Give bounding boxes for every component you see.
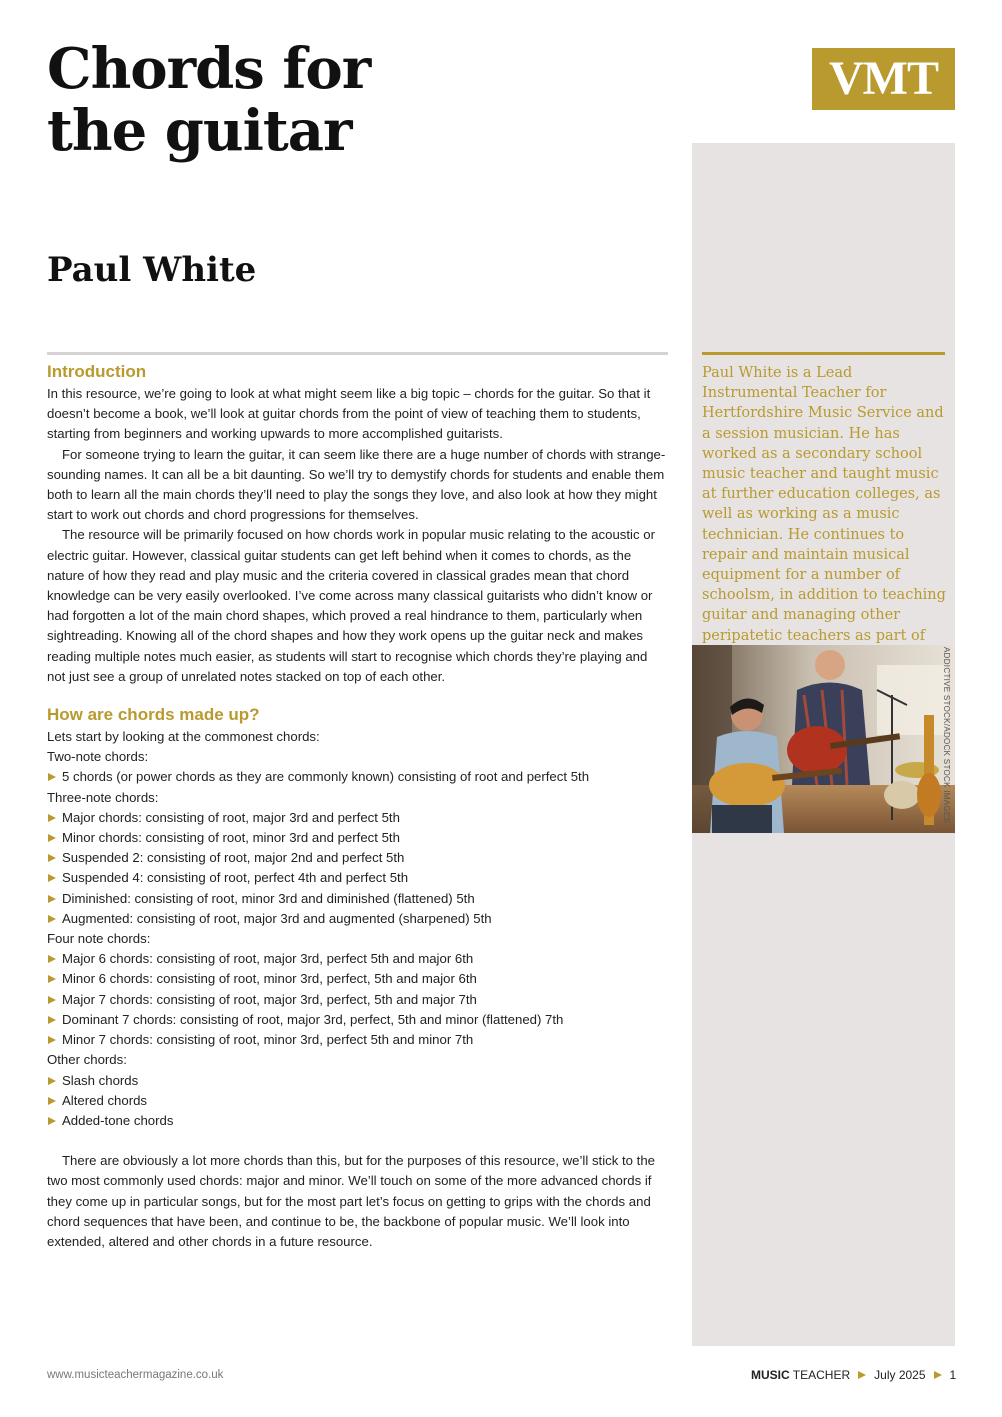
other-chords-label: Other chords:: [47, 1052, 127, 1068]
chords-heading: How are chords made up?: [47, 705, 260, 725]
bullet-arrow-icon: [48, 1036, 56, 1044]
bio-divider: [702, 352, 945, 355]
list-item: [47, 1030, 667, 1050]
title-line-1: Chords for: [47, 36, 371, 102]
author-name: Paul White: [47, 250, 257, 290]
intro-heading: Introduction: [47, 362, 147, 381]
bullet-arrow-icon: [48, 1117, 56, 1125]
bullet-arrow-icon: [48, 1077, 56, 1085]
bullet-arrow-icon: [48, 874, 56, 882]
bullet-arrow-icon: [48, 1016, 56, 1024]
list-item: [47, 1071, 667, 1091]
bullet-arrow-icon: [48, 773, 56, 781]
footer-date: July 2025: [874, 1368, 926, 1382]
bullet-arrow-icon: [48, 834, 56, 842]
article-body: [47, 360, 667, 1252]
list-item-text: Minor 6 chords: consisting of root, minor 3rd, perfect, 5th and major 6th: [62, 971, 477, 987]
bullet-arrow-icon: [48, 895, 56, 903]
list-item-text: Altered chords: [62, 1092, 148, 1108]
list-item: [47, 808, 667, 828]
photo-credit: ADDICTIVE STOCK/ADOCK STOCK IMAGES: [942, 647, 951, 824]
bullet-arrow-icon: [48, 1097, 56, 1105]
list-item: [47, 767, 667, 787]
list-item-text: Dominant 7 chords: consisting of root, major 3rd, perfect, 5th and minor (flattened) 7th: [62, 1011, 564, 1027]
footer-masthead: [751, 1368, 956, 1382]
list-item-text: Slash chords: [62, 1072, 139, 1088]
list-item-text: Major 6 chords: consisting of root, major 3rd, perfect 5th and major 6th: [62, 951, 474, 967]
bullet-arrow-icon: [48, 915, 56, 923]
list-item-text: Augmented: consisting of root, major 3rd and augmented (sharpened) 5th: [62, 910, 492, 926]
list-item: [47, 889, 667, 909]
list-item-text: Diminished: consisting of root, minor 3rd and diminished (flattened) 5th: [62, 890, 475, 906]
intro-paragraph-2: For someone trying to learn the guitar, it can seem like there are a huge number of chords with strange-sounding names. It can all be a bit daunting. So we’ll try to demystify chords for students and enable them both to learn all the main chords they’ll need to play the songs they love, and also look at how they might start to work out chords and chord progressions for themselves.: [47, 446, 666, 523]
vmt-logo: VMT: [812, 48, 955, 110]
intro-paragraph-1: In this resource, we’re going to look at what might seem like a big topic – chords for the guitar. So that it doesn’t become a book, we’ll look at guitar chords from the point of view of teaching them to students, starting from beginners and working upwards to more accomplished guitarists.: [47, 386, 651, 442]
chords-lead: Lets start by looking at the commonest chords:: [47, 729, 320, 745]
page-number: 1: [949, 1368, 957, 1382]
four-note-label: Four note chords:: [47, 931, 151, 947]
list-item: [47, 828, 667, 848]
list-item: [47, 1010, 667, 1030]
section-divider: [47, 352, 668, 355]
title-line-2: the guitar: [47, 98, 352, 164]
list-item: [47, 868, 667, 888]
guitar-lesson-photo: [692, 645, 955, 833]
two-note-label: Two-note chords:: [47, 749, 149, 765]
footer-url[interactable]: www.musicteachermagazine.co.uk: [47, 1369, 224, 1381]
list-item-text: Added-tone chords: [62, 1112, 174, 1128]
intro-paragraph-3: The resource will be primarily focused on how chords work in popular music relating to the acoustic or electric guitar. However, classical guitar students can get left behind when it comes to chords, as the nature of how they read and play music and the criteria covered in classical grades mean that chord knowledge can be very easily overlooked. I’ve come across many classical guitarists who didn’t know or had forgotten a lot of the main chord shapes, which proved a real hindrance to them, particularly when sightreading. Knowing all of the chord shapes and how they work opens up the guitar neck and makes reading multiple notes much easier, as students will start to recognise which chords they’re playing and not just see a group of unrelated notes stacked on top of each other.: [47, 527, 655, 684]
bullet-arrow-icon: [48, 854, 56, 862]
page-title: [47, 38, 370, 162]
list-item-text: Suspended 4: consisting of root, perfect 4th and perfect 5th: [62, 870, 409, 886]
author-bio: Paul White is a Lead Instrumental Teacher for Hertfordshire Music Service and a session musician. He has worked as a secondary school music teacher and taught music at further education colleges, as well as working as a music technician. He continues to repair and maintain musical equipment for a number of schoolsm, in addition to teaching guitar and managing other peripatetic teachers as part of: [702, 365, 946, 644]
list-item-text: Major chords: consisting of root, major 3rd and perfect 5th: [62, 809, 400, 825]
list-item-text: 5 chords (or power chords as they are commonly known) consisting of root and perfect 5th: [62, 769, 590, 785]
list-item-text: Minor 7 chords: consisting of root, minor 3rd, perfect 5th and minor 7th: [62, 1032, 474, 1048]
three-note-label: Three-note chords:: [47, 789, 159, 805]
list-item: [47, 1111, 667, 1131]
two-note-list: [47, 767, 667, 787]
list-item: [47, 1091, 667, 1111]
list-item: [47, 949, 667, 969]
bullet-arrow-icon: [48, 975, 56, 983]
bullet-arrow-icon: [48, 814, 56, 822]
list-item: [47, 909, 667, 929]
closing-paragraph: There are obviously a lot more chords than this, but for the purposes of this resource, we’ll stick to the two most commonly used chords: major and minor. We’ll touch on some of the more advanced chords if they come up in particular songs, but for the most part let’s focus on getting to grips with the chords and chord sequences that have been, and continue to be, the backbone of popular music. We’ll look into extended, altered and other chords in a future resource.: [47, 1153, 655, 1249]
other-chords-list: [47, 1071, 667, 1132]
list-item: [47, 848, 667, 868]
footer-brand: MUSIC TEACHER: [751, 1368, 851, 1382]
footer-arrow-icon: [858, 1371, 866, 1379]
list-item-text: Major 7 chords: consisting of root, major 3rd, perfect, 5th and major 7th: [62, 991, 477, 1007]
list-item: [47, 969, 667, 989]
footer-arrow-icon: [934, 1371, 942, 1379]
bullet-arrow-icon: [48, 955, 56, 963]
four-note-list: [47, 949, 667, 1050]
bullet-arrow-icon: [48, 996, 56, 1004]
list-item: [47, 990, 667, 1010]
three-note-list: [47, 808, 667, 929]
list-item-text: Minor chords: consisting of root, minor 3rd and perfect 5th: [62, 830, 400, 846]
list-item-text: Suspended 2: consisting of root, major 2nd and perfect 5th: [62, 850, 405, 866]
